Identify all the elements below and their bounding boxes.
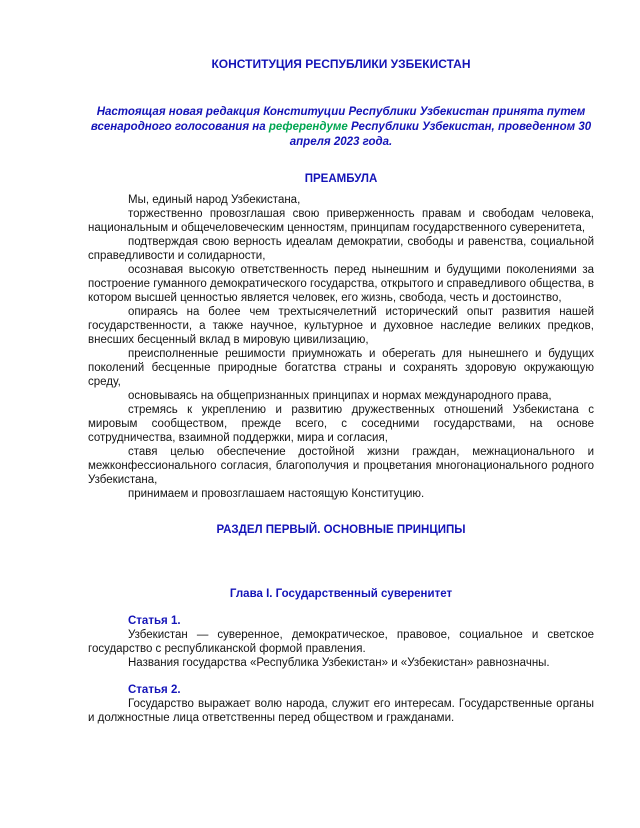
article-paragraph: Названия государства «Республика Узбекистан» и «Узбекистан» равнозначны. [128, 657, 550, 669]
preamble-paragraph: преисполненные решимости приумножать и оберегать для нынешнего и будущих поколений бесценные природные богатства страны и сохранять здоровую окружающую среду, [88, 348, 594, 388]
chapter-heading: Глава I. Государственный суверенитет [229, 588, 453, 600]
article-paragraph: Государство выражает волю народа, служит его интересам. Государственные органы и должностные лица ответственны перед обществом и гражданами. [88, 698, 594, 724]
article-2 [88, 683, 594, 725]
preamble-paragraph: ставя целью обеспечение достойной жизни граждан, межнационального и межконфессионального согласия, благополучия и процветания многонационального родного Узбекистана, [88, 446, 594, 486]
intro-text-before: Настоящая новая редакция Конституции Республики Узбекистан принята путем всенародного голосования на [90, 106, 586, 133]
preamble-paragraph: принимаем и провозглашаем настоящую Конституцию. [128, 488, 425, 500]
preamble [88, 193, 594, 501]
preamble-paragraph: осознавая высокую ответственность перед нынешним и будущими поколениями за построение гуманного демократического государства, открытого и справедливого общества, в котором высшей ценностью является человек, его жизнь, свобода, честь и достоинство, [88, 264, 594, 304]
article-1-title: Статья 1. [128, 615, 181, 627]
section-heading: РАЗДЕЛ ПЕРВЫЙ. ОСНОВНЫЕ ПРИНЦИПЫ [216, 524, 466, 536]
preamble-paragraph: подтверждая свою верность идеалам демократии, свободы и равенства, социальной справедливости и солидарности, [88, 236, 594, 262]
intro-note [88, 105, 594, 150]
preamble-paragraph: опираясь на более чем трехтысячелетний исторический опыт развития нашей государственности, а также научное, культурное и духовное наследие великих предков, внесших бесценный вклад в мировую цивилизацию, [88, 306, 594, 346]
preamble-paragraph: основываясь на общепризнанных принципах и нормах международного права, [128, 390, 552, 402]
article-2-title: Статья 2. [128, 684, 181, 696]
preamble-paragraph: торжественно провозглашая свою приверженность правам и свободам человека, национальным и общечеловеческим ценностям, принципам государственного суверенитета, [88, 208, 594, 234]
referendum-link[interactable]: референдуме [268, 121, 348, 133]
document-title: КОНСТИТУЦИЯ РЕСПУБЛИКИ УЗБЕКИСТАН [211, 57, 471, 71]
article-1 [88, 614, 594, 670]
preamble-paragraph: стремясь к укреплению и развитию дружественных отношений Узбекистана с мировым сообществом, прежде всего, с соседними государствами, на основе сотрудничества, взаимной поддержки, мира и согласия, [88, 404, 594, 444]
article-paragraph: Узбекистан — суверенное, демократическое, правовое, социальное и светское государство с республиканской формой правления. [88, 629, 594, 655]
preamble-paragraph: Мы, единый народ Узбекистана, [128, 194, 301, 206]
intro-text-after: Республики Узбекистан, проведенном 30 апреля 2023 года. [289, 121, 592, 148]
preamble-heading: ПРЕАМБУЛА [304, 173, 378, 185]
